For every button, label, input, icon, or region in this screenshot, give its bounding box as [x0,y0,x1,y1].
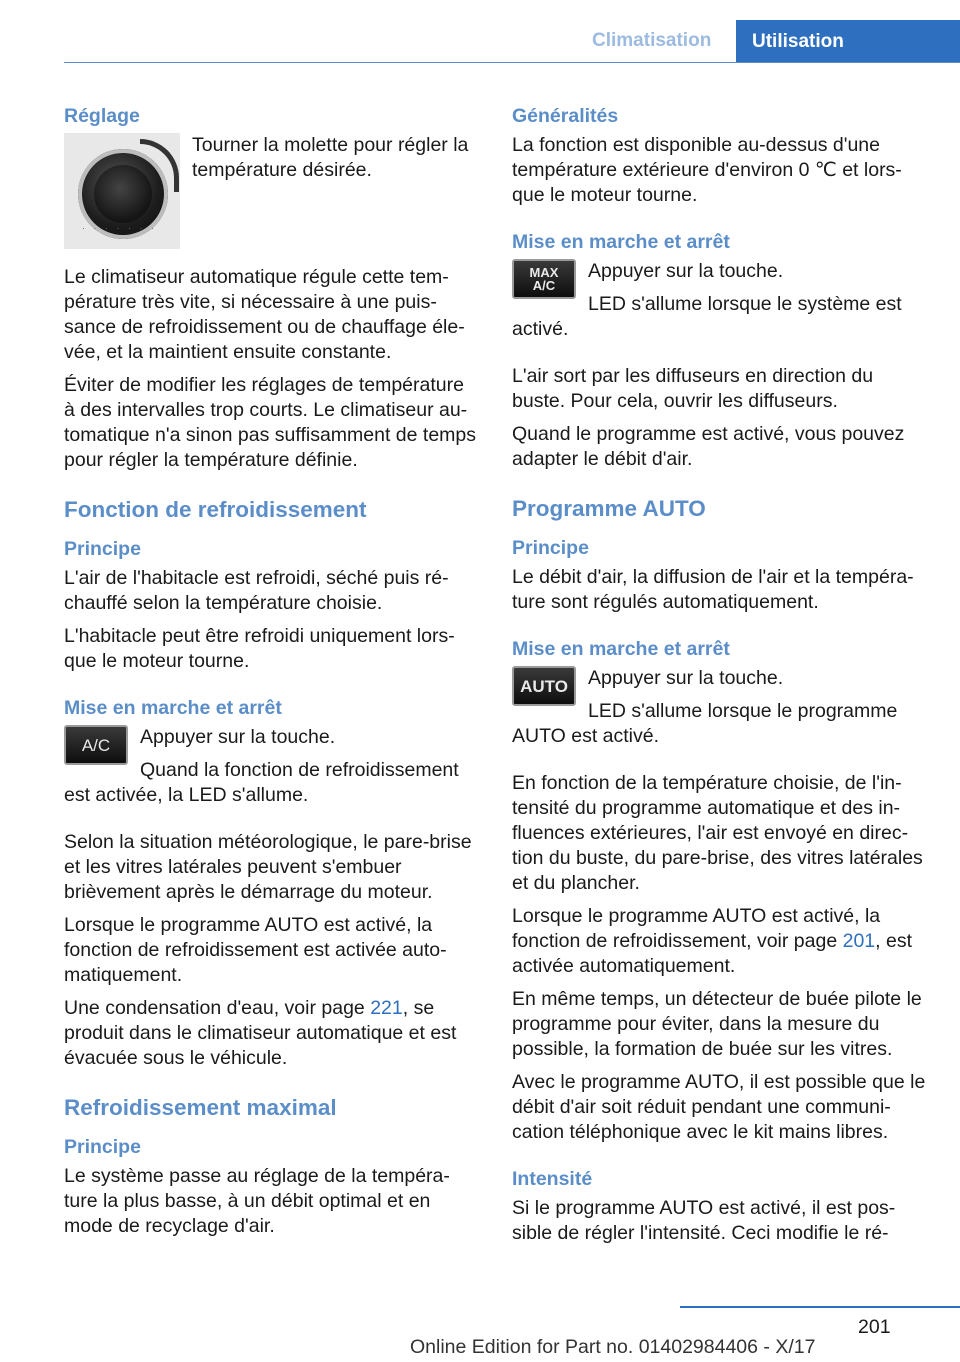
footer-rule [680,1306,960,1308]
principe-heading: Principe [512,537,589,559]
auto-line-2: LED s'allume lorsque le programme AUTO est activé. [512,700,898,747]
paragraph: Le climatiseur automatique régule cette tem-pérature très vite, si nécessaire à une puis-sance de refroidissement ou de chauffage éle-vée, et la maintient ensuite constante. [64,266,465,363]
section-title-max: Refroidissement maximal [64,1095,337,1120]
paragraph: Selon la situation météorologique, le pare-brise et les vitres latérales peuvent s'embuer brièvement après le démarrage du moteur. [64,831,472,903]
marche-arret-heading: Mise en marche et arrêt [512,638,730,660]
reglage-block [64,133,478,257]
auto-block [512,666,926,757]
marche-arret-heading: Mise en marche et arrêt [64,697,282,719]
paragraph: Éviter de modifier les réglages de température à des intervalles trop courts. Le climatiseur au-tomatique n'a sinon pas suffisamment de temps pour régler la température définie. [64,374,477,471]
edition-line: Online Edition for Part no. 01402984406 - X/17 [410,1336,816,1358]
reglage-heading: Réglage [64,105,140,127]
page-link[interactable]: 221 [370,997,403,1019]
paragraph: La fonction est disponible au-dessus d'une température extérieure d'environ 0 ℃ et lors-que le moteur tourne. [512,134,902,206]
auto-line-1: Appuyer sur la touche. [588,667,784,689]
reglage-caption: Tourner la molette pour régler la température désirée. [192,134,469,181]
temperature-knob-image: · · · · · · · [64,133,180,249]
principe-heading: Principe [64,1136,141,1158]
paragraph: Avec le programme AUTO, il est possible que le débit d'air soit réduit pendant une communi-cation téléphonique avec le kit mains libres. [512,1071,926,1143]
paragraph: L'air sort par les diffuseurs en direction du buste. Pour cela, ouvrir les diffuseurs. [512,365,874,412]
auto-button-image [512,666,576,706]
paragraph: Si le programme AUTO est activé, il est pos-sible de régler l'intensité. Ceci modifie le ré- [512,1197,896,1244]
header-section[interactable]: Climatisation [592,30,712,51]
left-column [64,104,478,1247]
max-ac-button-image [512,259,576,299]
page-number: 201 [858,1316,891,1338]
section-title-auto: Programme AUTO [512,496,706,521]
paragraph: Une condensation d'eau, voir page 221, se produit dans le climatiseur automatique et est évacuée sous le véhicule. [64,997,457,1069]
marche-arret-heading: Mise en marche et arrêt [512,231,730,253]
paragraph: L'habitacle peut être refroidi uniquement lors-que le moteur tourne. [64,625,455,672]
ac-line-2: Quand la fonction de refroidissement est activée, la LED s'allume. [64,759,459,806]
header-tab-label: Utilisation [752,31,844,52]
section-title-refroidissement: Fonction de refroidissement [64,497,367,522]
paragraph: En même temps, un détecteur de buée pilote le programme pour éviter, dans la mesure du possible, la formation de buée sur les vitres. [512,988,922,1060]
header-rule [64,62,960,63]
paragraph: Lorsque le programme AUTO est activé, la fonction de refroidissement, voir page 201, est activée automatiquement. [512,905,913,977]
paragraph: Le débit d'air, la diffusion de l'air et la tempéra-ture sont régulés automatiquement. [512,566,914,613]
header-tab-active[interactable] [736,20,960,62]
ac-line-1: Appuyer sur la touche. [140,726,336,748]
page-link[interactable]: 201 [842,930,876,952]
max-button-line-1: MAX [529,265,559,280]
max-line-1: Appuyer sur la touche. [588,260,784,282]
paragraph: En fonction de la température choisie, de l'in-tensité du programme automatique et des in-fluences extérieures, l'air est envoyé en direc-tion du buste, du pare-brise, des vitres latérales et du plancher. [512,772,923,894]
ac-button-label: A/C [81,735,111,755]
intensite-heading: Intensité [512,1168,593,1190]
max-line-2: LED s'allume lorsque le système est activé. [512,293,902,340]
principe-heading: Principe [64,538,141,560]
paragraph: Lorsque le programme AUTO est activé, la fonction de refroidissement est activée auto-matiquement. [64,914,447,986]
ac-button-image [64,725,128,765]
max-button-line-2: A/C [532,278,556,293]
max-ac-block [512,259,926,350]
paragraph: Le système passe au réglage de la tempéra-ture la plus basse, à un débit optimal et en mode de recyclage d'air. [64,1165,450,1237]
auto-button-label: AUTO [520,676,568,696]
paragraph: Quand le programme est activé, vous pouvez adapter le débit d'air. [512,423,905,470]
right-column [512,104,926,1254]
ac-block [64,725,478,816]
paragraph: L'air de l'habitacle est refroidi, séché puis ré-chauffé selon la température choisie. [64,567,449,614]
generalites-heading: Généralités [512,105,619,127]
